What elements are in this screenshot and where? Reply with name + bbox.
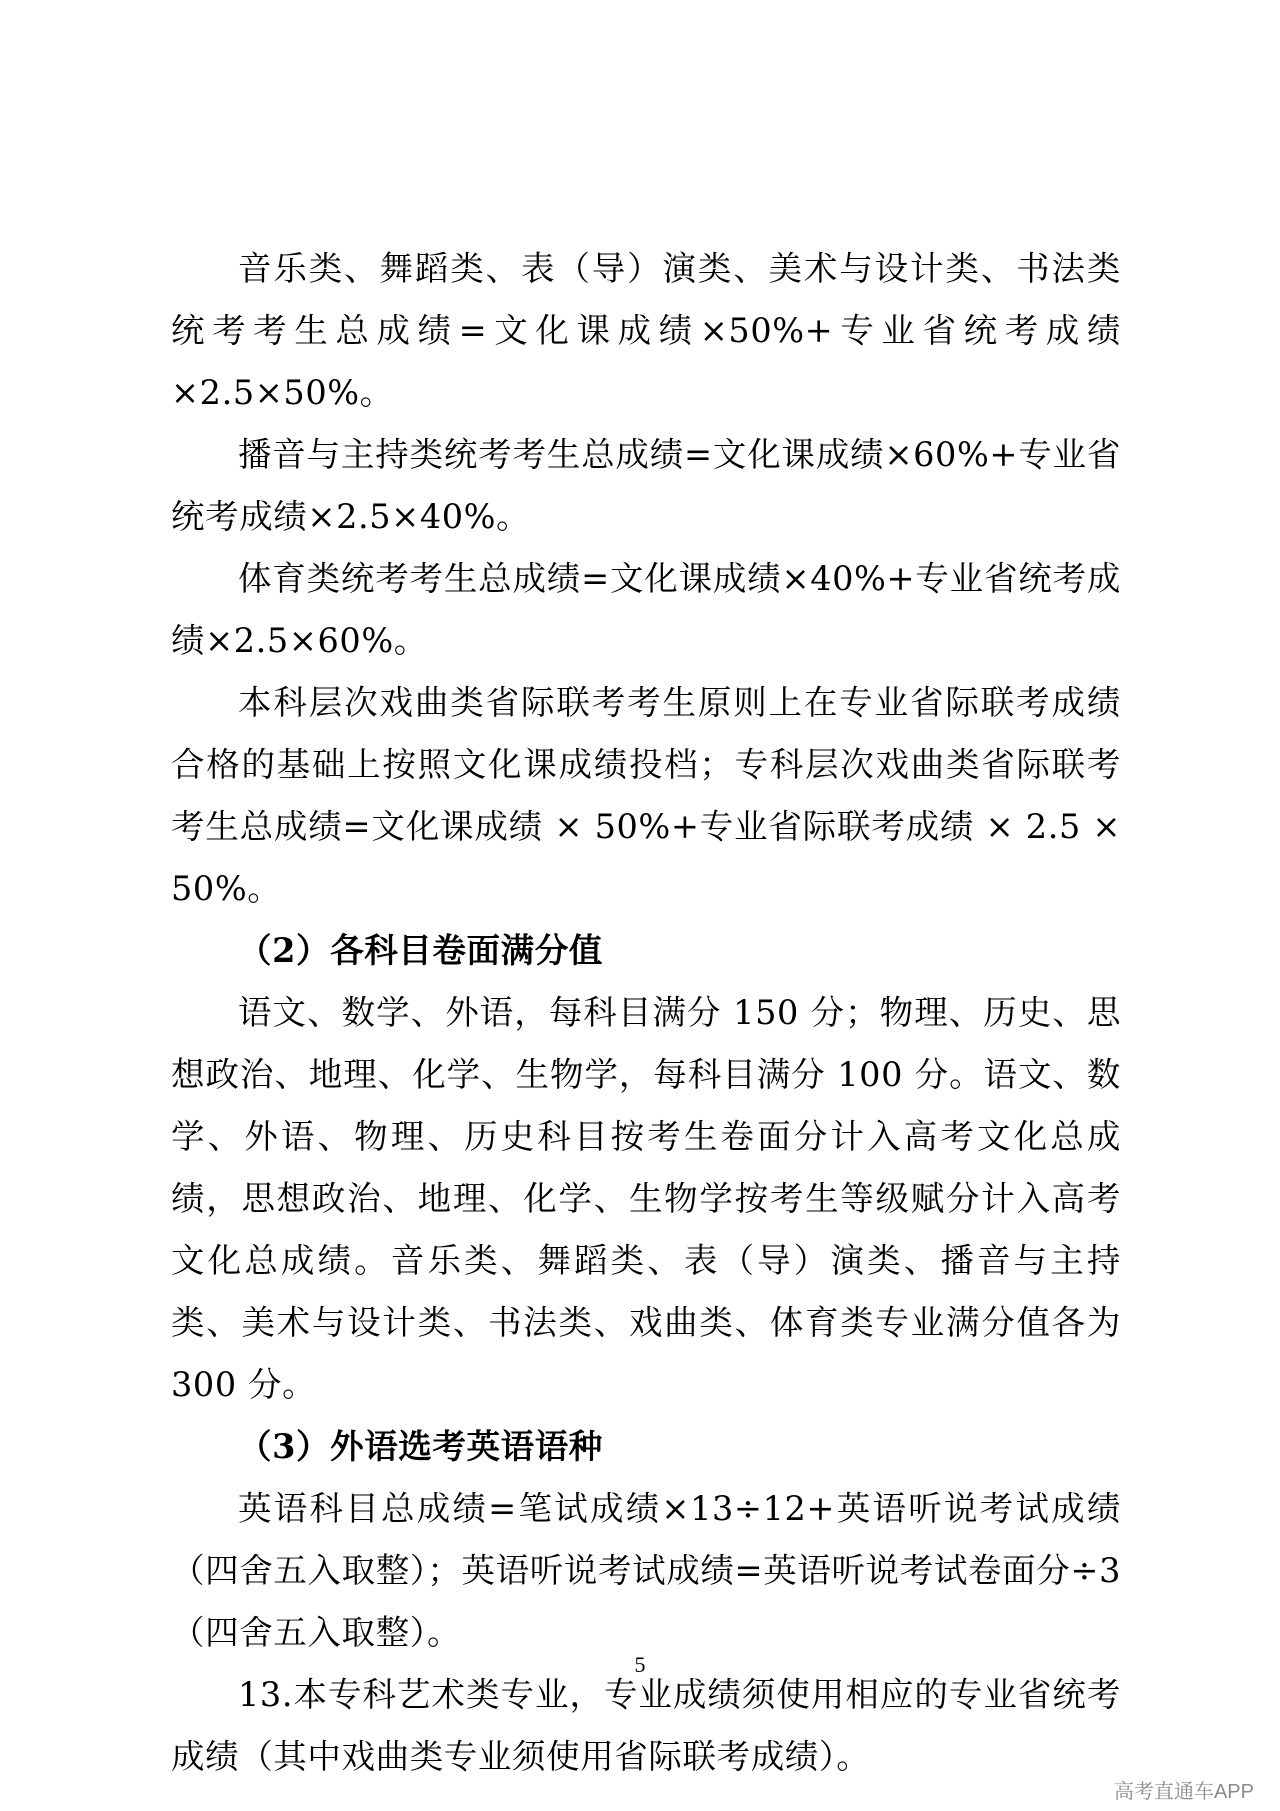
document-body [171, 238, 1121, 1788]
section-heading-english: （3）外语选考英语语种 [238, 1427, 603, 1466]
section-heading-full-marks: （2）各科目卷面满分值 [238, 931, 603, 970]
paragraph-broadcast-score-formula: 播音与主持类统考考生总成绩=文化课成绩×60%+专业省统考成绩×2.5×40%。 [171, 435, 1121, 536]
page-number: 5 [634, 1652, 646, 1677]
paragraph-full-marks: 语文、数学、外语，每科目满分 150 分；物理、历史、思想政治、地理、化学、生物学，每科目满分 100 分。语文、数学、外语、物理、历史科目按考生卷面分计入高考文化总成绩，思想政治、地理、化学、生物学按考生等级赋分计入高考文化总成绩。音乐类、舞蹈类、表（导）演类、播音与主持类、美术与设计类、书法类、戏曲类、体育类专业满分值各为 300 分。 [171, 993, 1121, 1404]
paragraph-item-13: 13.本专科艺术类专业，专业成绩须使用相应的专业省统考成绩（其中戏曲类专业须使用省际联考成绩）。 [171, 1675, 1121, 1776]
paragraph-art-score-formula: 音乐类、舞蹈类、表（导）演类、美术与设计类、书法类统考考生总成绩=文化课成绩×50%+专业省统考成绩×2.5×50%。 [171, 249, 1121, 412]
paragraph-english-score: 英语科目总成绩=笔试成绩×13÷12+英语听说考试成绩（四舍五入取整）；英语听说考试成绩=英语听说考试卷面分÷3（四舍五入取整）。 [171, 1489, 1121, 1652]
watermark-text: 高考直通车APP [1113, 1781, 1254, 1803]
paragraph-sports-score-formula: 体育类统考考生总成绩=文化课成绩×40%+专业省统考成绩×2.5×60%。 [171, 559, 1121, 660]
paragraph-opera-score-formula: 本科层次戏曲类省际联考考生原则上在专业省际联考成绩合格的基础上按照文化课成绩投档；专科层次戏曲类省际联考考生总成绩=文化课成绩 × 50%+专业省际联考成绩 × 2.5 × 50%。 [171, 683, 1121, 908]
